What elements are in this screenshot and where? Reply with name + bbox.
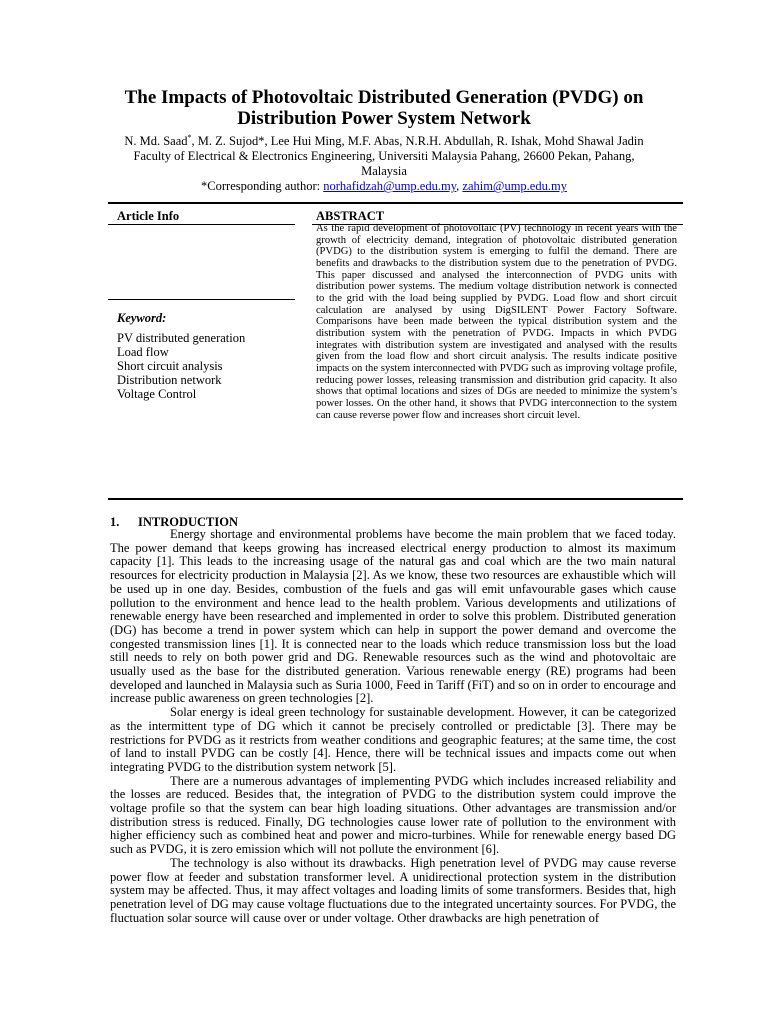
author-block (60, 130, 708, 194)
affiliation-line-2: Malaysia (361, 164, 407, 179)
title-line-1: The Impacts of Photovoltaic Distributed Generation (PVDG) on (124, 87, 644, 108)
title-line-2: Distribution Power System Network (237, 108, 531, 129)
email-link-2[interactable]: zahim@ump.edu.my (462, 179, 567, 194)
author-list: N. Md. Saad*, M. Z. Sujod*, Lee Hui Ming, M.F. Abas, N.R.H. Abdullah, R. Ishak, Mohd Shawal Jadin (124, 133, 644, 149)
abstract-heading: ABSTRACT (316, 209, 385, 223)
email-link-1[interactable]: norhafidzah@ump.edu.my (323, 179, 457, 194)
body-paragraph: The technology is also without its drawbacks. High penetration level of PVDG may cause reverse power flow at feeder and substation transformer level. A unidirectional protection system in the distribution system may be affected. Thus, it may affect voltages and loading limits of some transformers. Besides that, high penetration level of DG may cause voltage fluctuations due to the integrated uncertainty sources. For PVDG, the fluctuation solar source will cause over or under voltage. Other drawbacks are high penetration of (110, 855, 676, 925)
keyword-item: Distribution network (117, 373, 222, 387)
keyword-item: Short circuit analysis (117, 359, 223, 373)
keyword-heading: Keyword: (117, 311, 167, 325)
header-rule (108, 202, 683, 204)
body-paragraph: Solar energy is ideal green technology for sustainable development. However, it can be categorized as the intermittent type of DG which it cannot be precisely controlled or predictable [3]. There may be restrictions for PVDG as it restricts from weather conditions and geographic features; at the same time, the cost of land to install PVDG can be costly [4]. Hence, there will be technical issues and impacts come out when integrating PVDG to the distribution system network [5]. (110, 705, 676, 774)
abstract-end-rule (108, 498, 683, 500)
keyword-item: Load flow (117, 345, 169, 359)
body-paragraph: There are a numerous advantages of implementing PVDG which includes increased reliability and the losses are reduced. Besides that, the integration of PVDG to the distribution system could improve the voltage profile so that the system can bear high loading situations. Other advantages are transmission and/or distribution stress is reduced. Finally, DG technologies cause lower rate of pollution to the environment with higher efficiency such as combined heat and power and micro-turbines. While for renewable energy based DG such as PVDG, it is zero emission which will not pollute the environment [6]. (110, 773, 676, 857)
article-info-heading: Article Info (117, 209, 180, 223)
introduction-body (110, 528, 676, 925)
keyword-list (117, 331, 245, 401)
body-paragraph: Energy shortage and environmental problems have become the main problem that we faced today. The power demand that keeps growing has increased electrical energy production to almost its maximum capacity [1]. This leads to the increasing usage of the natural gas and coal which are the two main natural resources for electricity production in Malaysia [2]. As we know, these two resources are exhaustible which will be used up in one day. Besides, combustion of the fuels and gas will emit unfavourable gases which cause pollution to the environment and hence lead to the health problem. Various developments and utilizations of renewable energy have been researched and implemented in order to solve this problem. Distributed generation (DG) has become a trend in power system which can help in support the power demand and overcome the congested transmission lines [1]. It is connected near to the loads which reduce transmission loss but the load still needs to rely on both power grid and DG. Renewable resources such as the wind and photovoltaic are usually used as the base for the distributed generation. Various renewable energy (RE) programs had been developed and launched in Malaysia such as Suria 1000, Feed in Tariff (FiT) and so on in order to encourage and increase public awareness on green technologies [2]. (110, 527, 676, 706)
affiliation-line-1: Faculty of Electrical & Electronics Engineering, Universiti Malaysia Pahang, 26600 Pekan, Pahang, (133, 149, 635, 164)
abstract-text: As the rapid development of photovoltaic (PV) technology in recent years with the growth of electricity demand, integration of photovoltaic distributed generation (PVDG) to the distribution system is emerging to fulfil the demand. There are benefits and drawbacks to the distribution system due to the penetration of PVDG. This paper discussed and analysed the interconnection of PVDG units with distribution power systems. The medium voltage distribution network is connected to the grid with the load being supplied by PVDG. Load flow and short circuit calculation are analysed by using DigSILENT Power Factory Software. Comparisons have been made between the typical distribution system and the distribution system with the penetration of PVDG. Impacts in which PVDG integrates with distribution system are investigated and analysed with the results given from the load flow and short circuit analysis. The results indicate positive impacts on the system interconnected with PVDG such as improving voltage profile, reducing power losses, releasing transmission and distribution grid capacity. It also shows that optimal locations and sizes of DGs are needed to minimize the system’s power losses. On the other hand, it shows that PVDG interconnection to the system can cause reverse power flow and increases short circuit level. (316, 223, 677, 421)
keyword-item: Voltage Control (117, 387, 197, 401)
corresponding-author: *Corresponding author: norhafidzah@ump.edu.my, zahim@ump.edu.my (201, 179, 567, 194)
section-number: 1. (110, 515, 120, 529)
section-title: INTRODUCTION (138, 515, 239, 529)
keyword-item: PV distributed generation (117, 331, 246, 345)
paper-title (60, 87, 708, 129)
keyword-rule (108, 299, 295, 300)
article-info-rule (108, 224, 295, 225)
